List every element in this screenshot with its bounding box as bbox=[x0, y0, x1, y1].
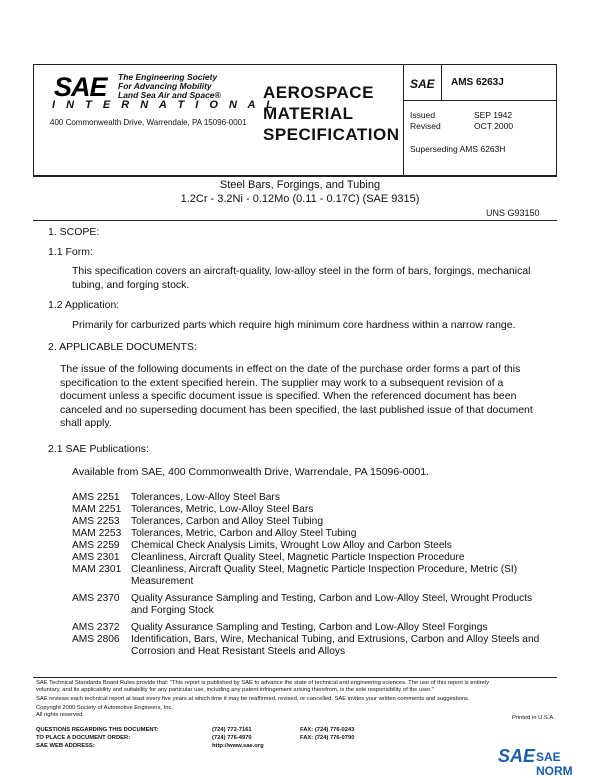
order-label: TO PLACE A DOCUMENT ORDER: bbox=[36, 735, 131, 741]
section-application: 1.2 Application: bbox=[48, 299, 120, 311]
order-tel: (724) 776-4970 bbox=[212, 735, 252, 741]
logo-international: I N T E R N A T I O N A L bbox=[52, 99, 277, 111]
body-divider bbox=[33, 220, 557, 221]
title-divider bbox=[33, 176, 557, 177]
order-fax: FAX: (724) 776-0790 bbox=[300, 735, 355, 741]
issued-date: SEP 1942 bbox=[474, 110, 513, 120]
doc-title: Steel Bars, Forgings, and Tubing bbox=[219, 179, 381, 191]
section-scope: 1. SCOPE: bbox=[48, 226, 100, 238]
header-address: 400 Commonwealth Drive, Warrendale, PA 15096-0001 bbox=[50, 118, 247, 127]
sae-availability: Available from SAE, 400 Commonwealth Drive, Warrendale, PA 15096-0001. bbox=[72, 466, 429, 478]
revised-date: OCT 2000 bbox=[474, 121, 514, 131]
footer-divider bbox=[33, 677, 557, 678]
header-divider bbox=[441, 64, 442, 100]
web-url[interactable]: http://www.sae.org bbox=[212, 743, 264, 749]
header-divider bbox=[403, 64, 404, 176]
doc-type-title: AEROSPACE MATERIAL SPECIFICATION bbox=[263, 83, 400, 144]
uns-number: UNS G93150 bbox=[486, 208, 540, 218]
questions-tel: (724) 772-7161 bbox=[212, 727, 252, 733]
sae-logo: SAE bbox=[54, 72, 107, 102]
section-sae-publications: 2.1 SAE Publications: bbox=[48, 443, 149, 455]
sae-norm-logo: SAE SAE NORM bbox=[498, 746, 573, 778]
issued-label: Issued bbox=[410, 110, 436, 120]
printed-in: Printed in U.S.A. bbox=[512, 715, 555, 721]
questions-label: QUESTIONS REGARDING THIS DOCUMENT: bbox=[36, 727, 159, 733]
superseding: Superseding AMS 6263H bbox=[410, 144, 506, 154]
application-text: Primarily for carburized parts which require high minimum core hardness within a narrow range. bbox=[72, 319, 516, 331]
doc-number: AMS 6263J bbox=[451, 77, 504, 88]
revised-label: Revised bbox=[410, 121, 441, 131]
footer-notice: SAE Technical Standards Board Rules provide that: "This report is published by SAE to advance the state of technical and engineering sciences. The use of this report is entirely voluntary, and its applicability and suitability for any particular use, including any patent infringement arising therefrom, is the sole responsibility of the user." SAE reviews each technical report at least every five years at which time it may be reaffirmed, revised, or cancelled. SAE invites your written comments and suggestions. Copyright 2000 Society of Automotive Engineers, Inc. All rights reserved. bbox=[36, 680, 489, 718]
doc-subtitle: 1.2Cr - 3.2Ni - 0.12Mo (0.11 - 0.17C) (SAE 9315) bbox=[180, 193, 420, 205]
logo-tagline: The Engineering Society For Advancing Mobility Land Sea Air and Space® bbox=[118, 72, 221, 100]
header-divider bbox=[403, 100, 557, 101]
web-label: SAE WEB ADDRESS: bbox=[36, 743, 95, 749]
section-form: 1.1 Form: bbox=[48, 246, 93, 258]
questions-fax: FAX: (724) 776-0243 bbox=[300, 727, 355, 733]
form-text: This specification covers an aircraft-quality, low-alloy steel in the form of bars, forgings, mechanical tubing, and forging stock. bbox=[72, 265, 531, 291]
documents-text: The issue of the following documents in effect on the date of the purchase order forms a part of this specification to the extent specified herein. The supplier may work to a subsequent revision of a document unless a specific document issue is specified. When the referenced document has been canceled and no superseding document has been specified, the last published issue of that document shall apply. bbox=[60, 363, 533, 429]
sae-mark: SAE bbox=[410, 77, 435, 91]
section-documents: 2. APPLICABLE DOCUMENTS: bbox=[48, 341, 197, 353]
